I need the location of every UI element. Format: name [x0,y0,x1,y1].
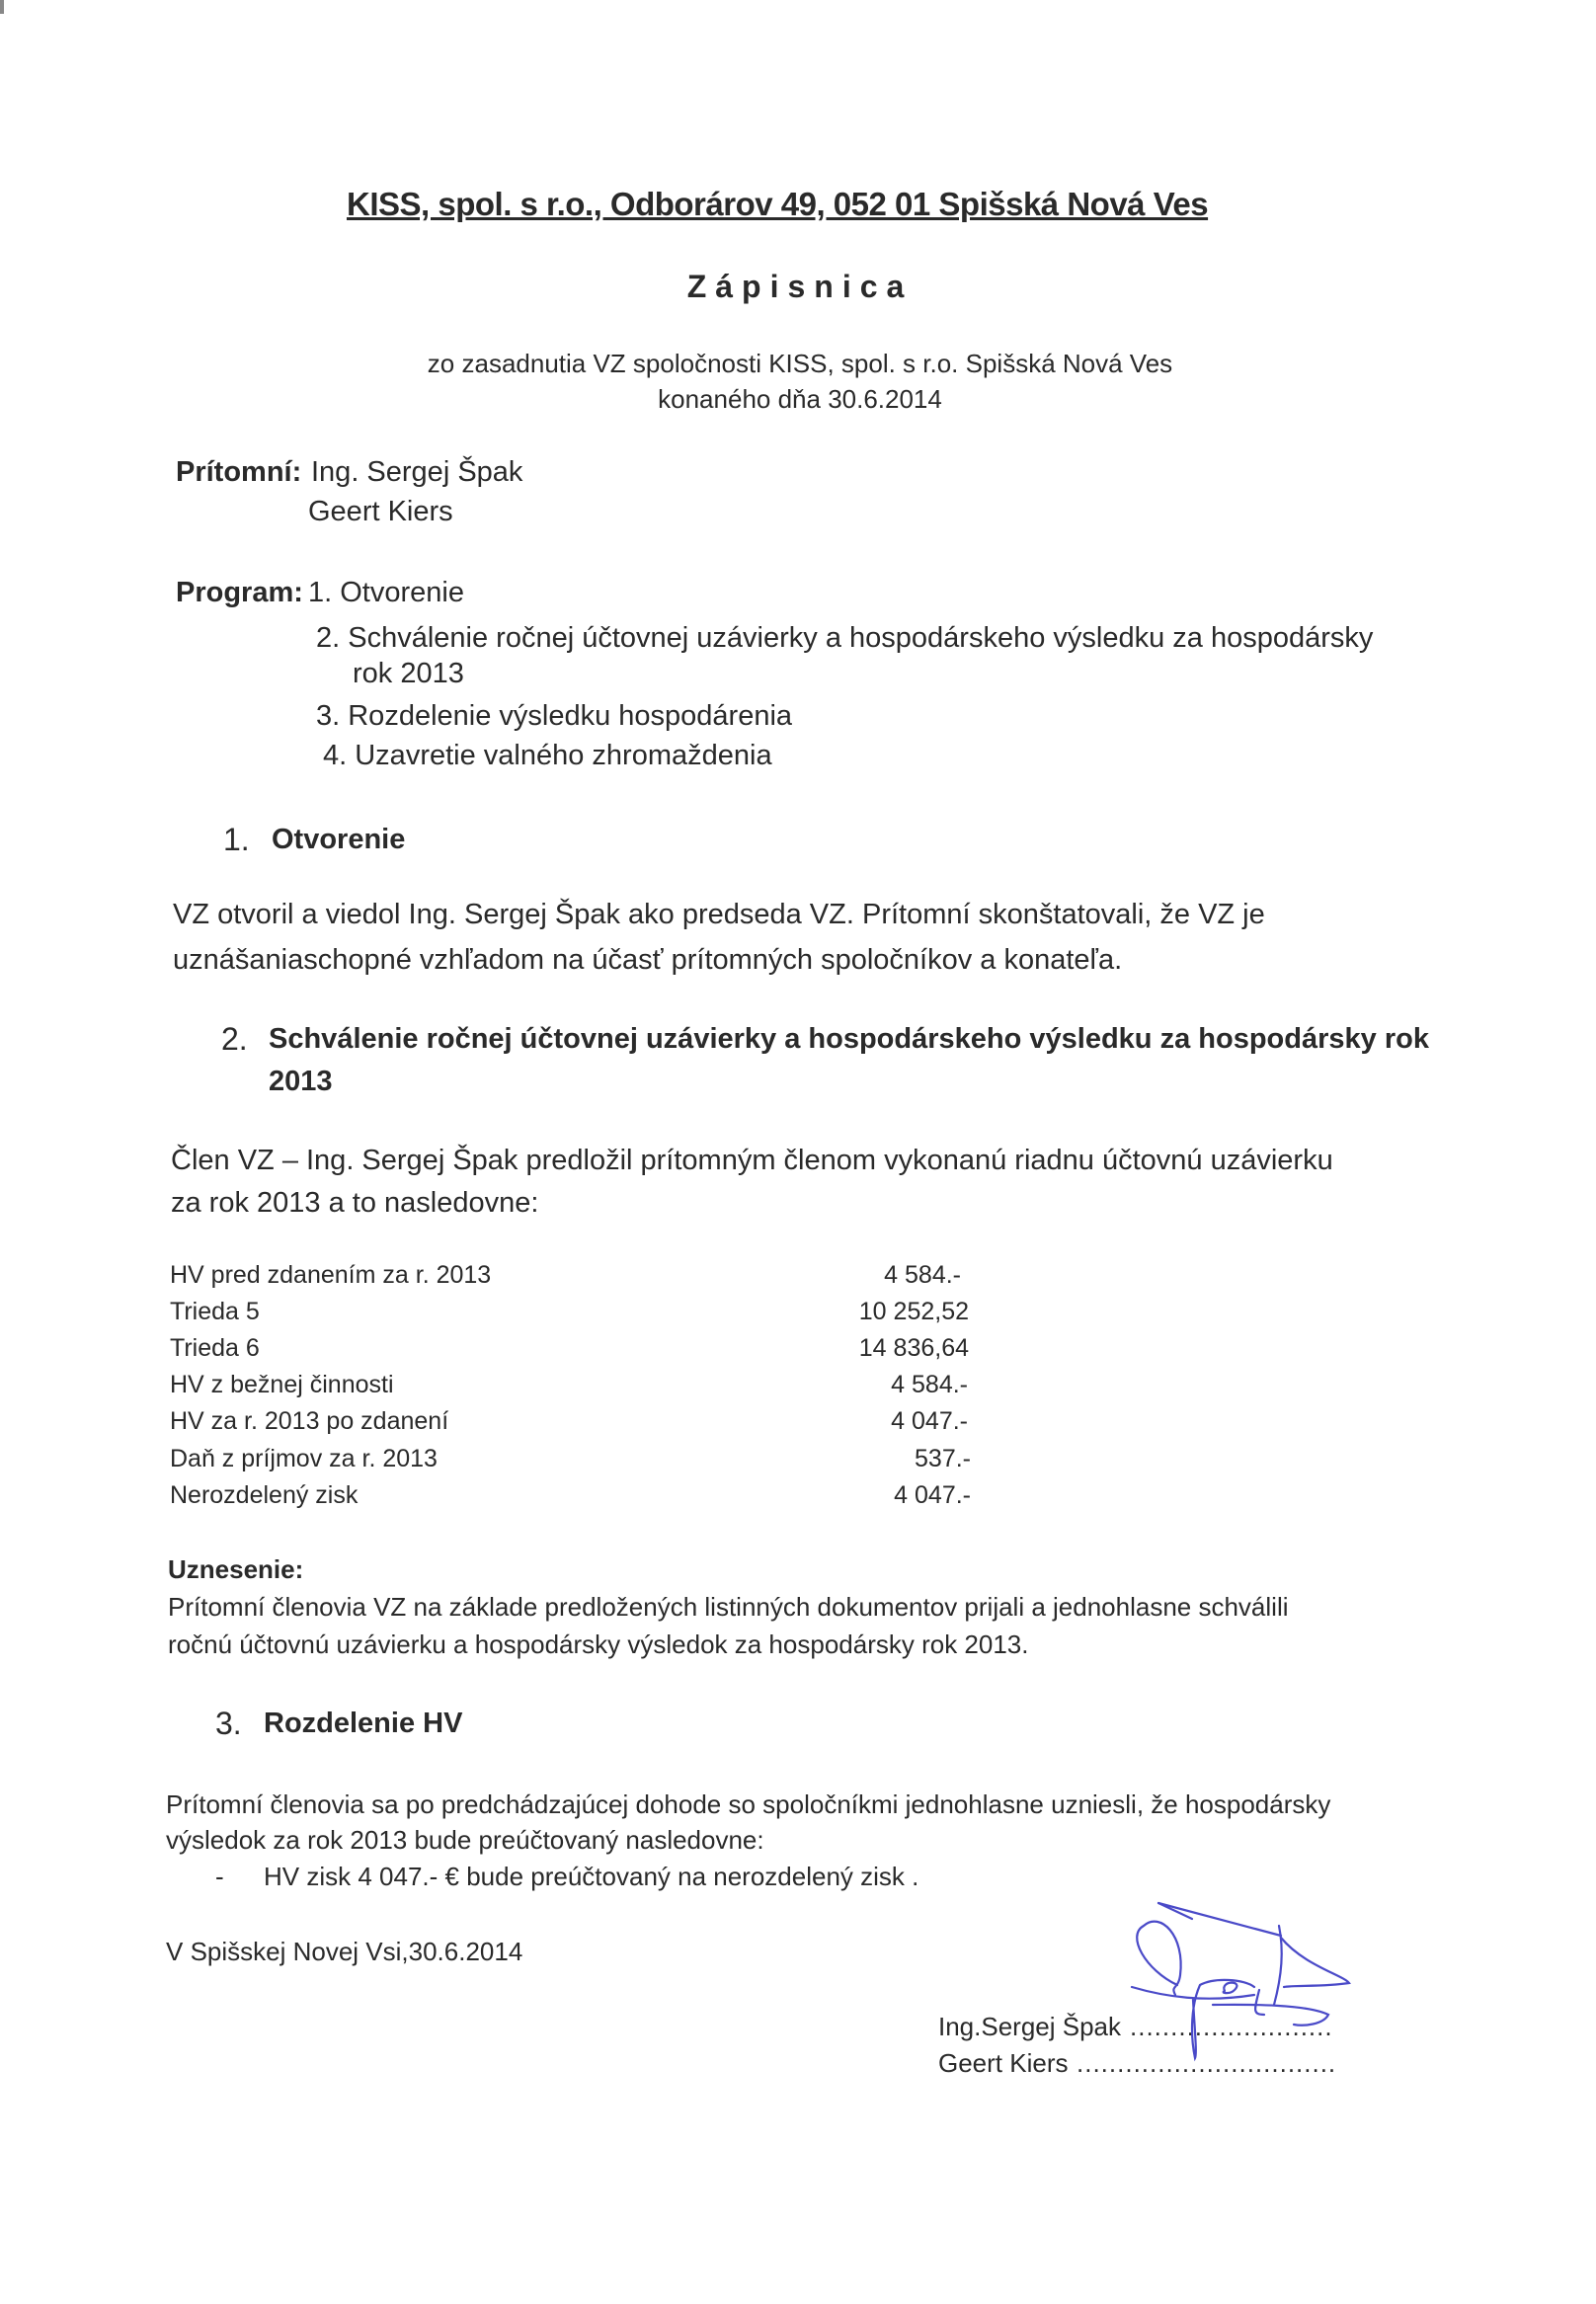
table-row-label: HV z bežnej činnosti [170,1371,394,1398]
table-row-label: Trieda 5 [170,1298,260,1325]
document-title: Zápisnica [686,269,914,304]
section-3-number: 3. [215,1706,242,1741]
table-row-label: Trieda 6 [170,1334,260,1362]
table-row-value: 10 252,52 [858,1298,969,1325]
table-row-value: 4 047.- [894,1481,971,1509]
section-1-number: 1. [223,822,250,857]
present-label: Prítomní: [176,456,302,488]
program-item-3: 3. Rozdelenie výsledku hospodárenia [316,700,793,732]
section-1-heading: Otvorenie [272,824,406,855]
table-row-value: 14 836,64 [858,1334,969,1362]
table-row-label: HV pred zdanením za r. 2013 [170,1261,492,1289]
program-item-4: 4. Uzavretie valného zhromaždenia [323,740,772,771]
program-item-1: 1. Otvorenie [308,577,464,608]
section-3-heading: Rozdelenie HV [264,1708,463,1739]
resolution-label: Uznesenie: [168,1554,304,1584]
place-date: V Spišskej Novej Vsi,30.6.2014 [166,1937,523,1966]
resolution-text-2: ročnú účtovnú uzávierku a hospodársky výsledok za hospodársky rok 2013. [168,1629,1029,1659]
section-3-text-2: výsledok za rok 2013 bude preúčtovaný nasledovne: [166,1825,764,1855]
table-row-label: HV za r. 2013 po zdanení [170,1407,449,1435]
table-row-value: 4 584.- [891,1371,968,1398]
table-row-value: 4 047.- [891,1407,968,1435]
signatory-1-line: ......................... [1130,2012,1333,2041]
section-3-bullet: HV zisk 4 047.- € bude preúčtovaný na nerozdelený zisk . [264,1862,919,1891]
table-row-value: 4 584.- [884,1261,961,1289]
section-2-number: 2. [221,1021,248,1057]
present-name-1: Ing. Sergej Špak [311,456,523,488]
signatory-2-name: Geert Kiers [938,2048,1069,2078]
program-item-2: 2. Schválenie ročnej účtovnej uzávierky a hospodárskeho výsledku za hospodársky [316,622,1374,654]
section-2-heading-1: Schválenie ročnej účtovnej uzávierky a hospodárskeho výsledku za hospodársky rok [269,1023,1429,1055]
subtitle-line-2: konaného dňa 30.6.2014 [658,384,942,414]
subtitle-line-1: zo zasadnutia VZ spoločnosti KISS, spol. s r.o. Spišská Nová Ves [427,349,1173,378]
table-row-label: Daň z príjmov za r. 2013 [170,1445,438,1472]
table-row-label: Nerozdelený zisk [170,1481,359,1509]
section-2-text-1: Člen VZ – Ing. Sergej Špak predložil prítomným členom vykonanú riadnu účtovnú uzávierku [171,1145,1333,1176]
bullet-dash: - [215,1862,224,1891]
signatory-1-name: Ing.Sergej Špak [938,2012,1122,2041]
section-2-heading-2: 2013 [269,1066,333,1097]
company-header: KISS, spol. s r.o., Odborárov 49, 052 01 Spišská Nová Ves [347,186,1209,222]
section-1-text-1: VZ otvoril a viedol Ing. Sergej Špak ako predseda VZ. Prítomní skonštatovali, že VZ je [173,899,1265,930]
section-3-text-1: Prítomní členovia sa po predchádzajúcej dohode so spoločníkmi jednohlasne uzniesli, že hospodársky [166,1789,1331,1819]
section-2-text-2: za rok 2013 a to nasledovne: [171,1187,539,1219]
program-label: Program: [176,577,303,608]
signatory-2-line: ................................ [1077,2048,1337,2078]
present-name-2: Geert Kiers [308,496,453,527]
section-1-text-2: uznášaniaschopné vzhľadom na účasť prítomných spoločníkov a konateľa. [173,944,1123,976]
program-item-2-cont: rok 2013 [353,658,464,689]
table-row-value: 537.- [915,1445,971,1472]
resolution-text-1: Prítomní členovia VZ na základe predložených listinných dokumentov prijali a jednohlasne schválili [168,1592,1289,1622]
